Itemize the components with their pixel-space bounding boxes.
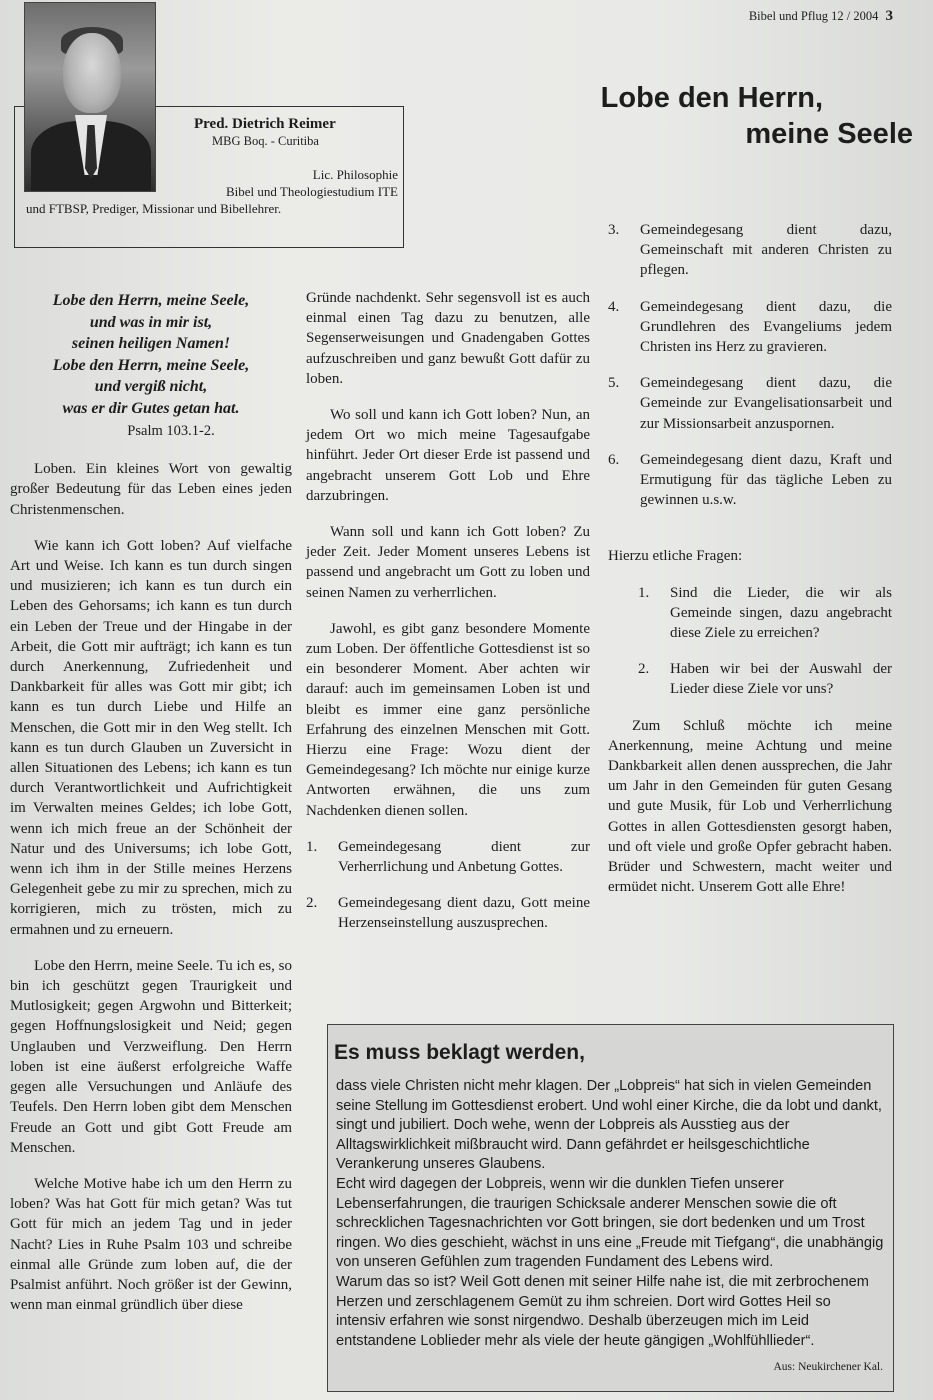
running-title: Bibel und Pflug 12 / 2004 bbox=[748, 9, 879, 23]
paragraph: Wie kann ich Gott loben? Auf vielfache Art und Weise. Ich kann es tun durch singen und musizieren; ich kann es tun durch ein Leben des Gehorsams; ich kann es tun durch ein Leben der Treue und der Hingabe in der Arbeit, die Gott mir aufträgt; ich kann es tun durch Anerkennung, Zufriedenheit und Dankbarkeit für alles was Gott mir gibt; ich kann es tun durch Liebe und Hilfe an Menschen, die Gott mir in den Weg stellt. Ich kann es tun durch Glauben un Zuversicht in allen Situationen des Lebens; ich kann es tun durch Verantwortlichkeit und Aufrichtigkeit im Verwalten meines Geldes; ich lobe Gott, wenn ich mich freue an der Schönheit der Natur und des Universums; ich lobe Gott, wenn ich ihm in der Stille meines Herzens Gelegenheit gebe zu mir zu sprechen, mich zu korrigieren, mich zu trösten, mich zu ermahnen und zu erneuern. bbox=[10, 537, 292, 938]
author-credentials: Lic. Philosophie Bibel und Theologiestudium ITE und FTBSP, Prediger, Missionar und Bibellehrer. bbox=[26, 167, 398, 216]
list-item: 3. Gemeindegesang dient dazu, Gemeinschaft mit anderen Christen zu pflegen. bbox=[608, 222, 892, 279]
epigraph-verse: Lobe den Herrn, meine Seele, und was in mir ist, seinen heiligen Namen! Lobe den Herrn, meine Seele, und vergiß nicht, was er dir Gutes getan hat. bbox=[52, 292, 250, 417]
running-header bbox=[749, 8, 893, 25]
question-list bbox=[608, 583, 892, 700]
column-1 bbox=[10, 290, 292, 1331]
purpose-list-a bbox=[306, 837, 590, 934]
purpose-list-b bbox=[608, 220, 892, 510]
list-item: 6. Gemeindegesang dient dazu, Kraft und Ermutigung für das tägliche Leben zu gewinnen u.s.w. bbox=[608, 451, 892, 509]
list-item: 2. Haben wir bei der Auswahl der Lieder diese Ziele vor uns? bbox=[638, 661, 892, 698]
list-item: 4. Gemeindegesang dient dazu, die Grundlehren des Evangeliums jedem Christen ins Herz zu gravieren. bbox=[608, 298, 892, 356]
note-body bbox=[336, 1077, 884, 1351]
list-item: 5. Gemeindegesang dient dazu, die Gemeinde zur Evangelisationsarbeit und zur Missionsarbeit anzuspornen. bbox=[608, 375, 892, 432]
list-item: 1. Sind die Lieder, die wir als Gemeinde singen, dazu angebracht diese Ziele zu erreichen? bbox=[638, 584, 892, 642]
questions-intro: Hierzu etliche Fragen: bbox=[608, 548, 743, 565]
column-3 bbox=[608, 220, 892, 913]
paragraph: Gründe nachdenkt. Sehr segensvoll ist es auch einmal einen Tag dazu zu benutzen, alle Segenserweisungen und Gnadengaben Gottes aufzuschreiben und ganz bewußt Gott dafür zu loben. bbox=[306, 290, 590, 387]
author-church: MBG Boq. - Curitiba bbox=[212, 134, 319, 148]
title-line-2: meine Seele bbox=[745, 118, 913, 150]
closing-paragraph: Zum Schluß möchte ich meine Anerkennung, meine Achtung und meine Dankbarkeit allen denen aussprechen, die Jahr um Jahr in den Gemeinden für guten Gesang und gute Musik, für Lob und Verherrlichung Gottes in allen Gottesdiensten gesorgt haben, und oft viele und große Opfer gebracht haben. Brüder und Schwestern, macht weiter und ermüdet nicht. Unserem Gott alle Ehre! bbox=[608, 717, 892, 896]
title-line-1: Lobe den Herrn, bbox=[600, 82, 823, 114]
paragraph: Welche Motive habe ich um den Herrn zu loben? Was hat Gott für mich getan? Was tut Gott für mich an jedem Tag und in jeder Nacht? Lies in Ruhe Psalm 103 und schreibe einmal alle Gründe zum loben auf, die der Psalmist anführt. Noch größer ist der Gewinn, wenn man einmal gründlich über diese bbox=[10, 1175, 292, 1314]
column-2 bbox=[306, 288, 590, 950]
note-paragraph: Echt wird dagegen der Lobpreis, wenn wir die dunklen Tiefen unserer Lebenserfahrungen, die traurigen Schicksale anderer Menschen sowie die oft schrecklichen Tagesnachrichten vor Gott bringen, sie dort bedenken und um Trost ringen. Wo dies geschieht, wächst in uns eine „Freude mit Tiefgang“, die unabhängig von unseren Gefühlen zum tragenden Fundament des Lebens wird. bbox=[336, 1175, 884, 1271]
note-paragraph: dass viele Christen nicht mehr klagen. Der „Lobpreis“ hat sich in vielen Gemeinden seine Stellung im Gottesdienst erobert. Und wohl einer Kirche, die da lobt und dankt, singt und jubiliert. Doch wehe, wenn der Lobpreis als Ausstieg aus der Alltagswirklichkeit mißbraucht wird. Dann gefährdet er heilsgeschichtliche Verankerung unseres Glaubens. bbox=[336, 1078, 882, 1173]
note-title: Es muss beklagt werden, bbox=[334, 1041, 585, 1064]
page-number: 3 bbox=[885, 8, 893, 24]
sidebar-note-box bbox=[327, 1024, 894, 1392]
article-title bbox=[600, 80, 913, 152]
paragraph: Loben. Ein kleines Wort von gewaltig großer Bedeutung für das Leben eines jeden Christenmenschen. bbox=[10, 461, 292, 518]
author-photo bbox=[24, 2, 156, 192]
verse-reference: Psalm 103.1-2. bbox=[127, 423, 215, 439]
list-item: 2. Gemeindegesang dient dazu, Gott meine Herzenseinstellung auszusprechen. bbox=[306, 895, 590, 932]
paragraph: Lobe den Herrn, meine Seele. Tu ich es, so bin ich geschützt gegen Traurigkeit und Mutlosigkeit; gegen Argwohn und Bitterkeit; gegen Hoffnungslosigkeit und Neid; gegen Unglauben und Verzweiflung. Den Herrn loben ist eine äußerst erfolgreiche Waffe gegen alle Versuchungen und Anläufe des Teufels. Den Herrn loben gibt dem Menschen Freude an Gott und gibt Gott Freude am Menschen. bbox=[10, 957, 292, 1156]
note-paragraph: Warum das so ist? Weil Gott denen mit seiner Hilfe nahe ist, die mit zerbrochenem Herzen und zerschlagenem Gemüt zu ihm schreien. Dort wird Gottes Heil so intensiv erfahren wie sonst nirgendwo. Deshalb überzeugen mich im Leid entstandene Loblieder mehr als viele der heute gängigen „Wohlfühllieder“. bbox=[336, 1273, 869, 1349]
paragraph: Wann soll und kann ich Gott loben? Zu jeder Zeit. Jeder Moment unseres Lebens ist passend und angebracht um Gott zu loben und seinen Namen zu verherrlichen. bbox=[306, 524, 590, 601]
paragraph: Jawohl, es gibt ganz besondere Momente zum Loben. Der öffentliche Gottesdienst ist so ein besonderer Moment. Aber achten wir darauf: auch im gemeinsamen Loben ist und bleibt es immer eine ganz persönliche Erfahrung des einzelnen Menschen mit Gott. Hierzu eine Frage: Wozu dient der Gemeindegesang? Ich möchte nur einige kurze Antworten erwähnen, die uns zum Nachdenken dienen sollen. bbox=[306, 620, 590, 819]
paragraph: Wo soll und kann ich Gott loben? Nun, an jedem Ort wo mich meine Tagesaufgabe hinführt. Jeder Ort dieser Erde ist passend und angebracht unserem Gott Lob und Ehre darzubringen. bbox=[306, 407, 590, 504]
note-source: Aus: Neukirchener Kal. bbox=[773, 1361, 883, 1373]
list-item: 1. Gemeindegesang dient zur Verherrlichung und Anbetung Gottes. bbox=[306, 838, 590, 876]
author-name: Pred. Dietrich Reimer bbox=[194, 116, 336, 132]
